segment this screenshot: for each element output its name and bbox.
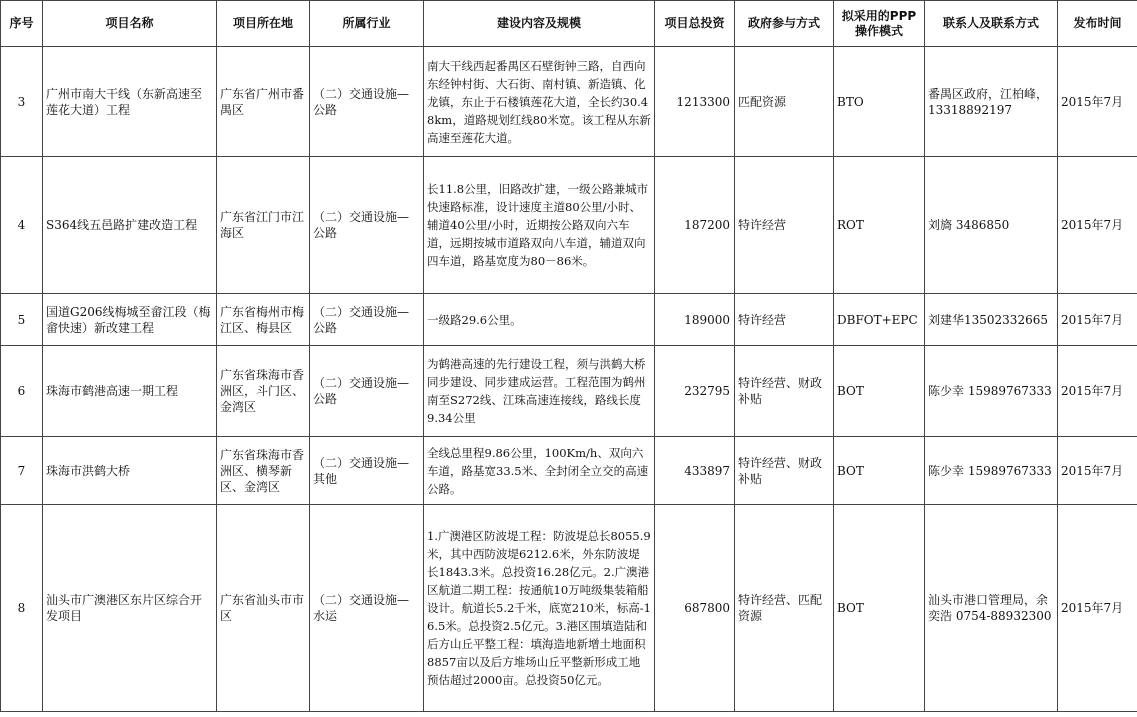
cell-location: 广东省梅州市梅江区、梅县区 [217,294,310,346]
cell-contact: 刘旖 3486850 [925,157,1058,294]
cell-date: 2015年7月 [1058,437,1137,505]
cell-gov-mode: 特许经营 [735,294,834,346]
header-seq: 序号 [1,1,43,47]
cell-date: 2015年7月 [1058,157,1137,294]
cell-gov-mode: 特许经营、匹配资源 [735,505,834,712]
cell-ppp-mode: BTO [834,47,925,157]
cell-content: 全线总里程9.86公里，100Km/h、双向六车道，路基宽33.5米、全封闭全立交的高速公路。 [424,437,655,505]
cell-location: 广东省汕头市市区 [217,505,310,712]
cell-name: 珠海市鹤港高速一期工程 [43,346,217,437]
cell-investment: 433897 [655,437,735,505]
cell-location: 广东省广州市番禺区 [217,47,310,157]
cell-name: 广州市南大干线（东新高速至莲花大道）工程 [43,47,217,157]
cell-name: S364线五邑路扩建改造工程 [43,157,217,294]
cell-ppp-mode: BOT [834,437,925,505]
cell-seq: 3 [1,47,43,157]
cell-industry: （二）交通设施—其他 [310,437,424,505]
cell-location: 广东省江门市江海区 [217,157,310,294]
cell-industry: （二）交通设施—水运 [310,505,424,712]
cell-location: 广东省珠海市香洲区、横琴新区、金湾区 [217,437,310,505]
cell-contact: 番禺区政府，江柏峰，13318892197 [925,47,1058,157]
header-gov-mode: 政府参与方式 [735,1,834,47]
cell-name: 汕头市广澳港区东片区综合开发项目 [43,505,217,712]
cell-investment: 687800 [655,505,735,712]
table-row [1,437,1137,505]
header-location: 项目所在地 [217,1,310,47]
cell-content: 1.广澳港区防波堤工程：防波堤总长8055.9米，其中西防波堤6212.6米，外东防波堤长1843.3米。总投资16.28亿元。2.广澳港区航道二期工程：按通航10万吨级集装箱船设计。航道长5.2千米，底宽210米，标高-16.5米。总投资2.5亿元。3.港区围填造陆和后方山丘平整工程：填海造地新增土地面积8857亩以及后方堆场山丘平整新形成工地预估超过2000亩。总投资50亿元。 [424,505,655,712]
cell-industry: （二）交通设施—公路 [310,47,424,157]
table-row [1,47,1137,157]
cell-industry: （二）交通设施—公路 [310,294,424,346]
cell-date: 2015年7月 [1058,346,1137,437]
cell-industry: （二）交通设施—公路 [310,157,424,294]
table-row [1,346,1137,437]
cell-seq: 8 [1,505,43,712]
cell-content: 为鹤港高速的先行建设工程，须与洪鹤大桥同步建设、同步建成运营。工程范围为鹤州南至S272线、江珠高速连接线，路线长度9.34公里 [424,346,655,437]
cell-name: 国道G206线梅城至畲江段（梅畲快速）新改建工程 [43,294,217,346]
cell-contact: 汕头市港口管理局，余奕浩 0754-88932300 [925,505,1058,712]
cell-ppp-mode: BOT [834,505,925,712]
cell-contact: 陈少幸 15989767333 [925,437,1058,505]
header-contact: 联系人及联系方式 [925,1,1058,47]
header-industry: 所属行业 [310,1,424,47]
cell-gov-mode: 匹配资源 [735,47,834,157]
cell-content: 长11.8公里，旧路改扩建，一级公路兼城市快速路标准，设计速度主道80公里/小时、辅道40公里/小时，近期按公路双向六车道，远期按城市道路双向八车道，辅道双向四车道，路基宽度为80－86米。 [424,157,655,294]
cell-investment: 232795 [655,346,735,437]
header-date: 发布时间 [1058,1,1137,47]
cell-date: 2015年7月 [1058,294,1137,346]
cell-gov-mode: 特许经营 [735,157,834,294]
cell-contact: 陈少幸 15989767333 [925,346,1058,437]
cell-date: 2015年7月 [1058,505,1137,712]
cell-contact: 刘建华13502332665 [925,294,1058,346]
table-row [1,505,1137,712]
header-row [1,1,1137,47]
cell-content: 一级路29.6公里。 [424,294,655,346]
cell-industry: （二）交通设施—公路 [310,346,424,437]
header-content: 建设内容及规模 [424,1,655,47]
header-investment: 项目总投资 [655,1,735,47]
header-ppp-mode: 拟采用的PPP操作模式 [834,1,925,47]
cell-investment: 189000 [655,294,735,346]
cell-investment: 187200 [655,157,735,294]
cell-seq: 4 [1,157,43,294]
table-row [1,157,1137,294]
cell-gov-mode: 特许经营、财政补贴 [735,437,834,505]
cell-name: 珠海市洪鹤大桥 [43,437,217,505]
cell-gov-mode: 特许经营、财政补贴 [735,346,834,437]
cell-investment: 1213300 [655,47,735,157]
cell-ppp-mode: DBFOT+EPC [834,294,925,346]
cell-seq: 5 [1,294,43,346]
cell-ppp-mode: ROT [834,157,925,294]
cell-ppp-mode: BOT [834,346,925,437]
cell-date: 2015年7月 [1058,47,1137,157]
cell-content: 南大干线西起番禺区石壁街钟三路，自西向东经钟村街、大石街、南村镇、新造镇、化龙镇，东止于石楼镇莲花大道，全长约30.48km，道路规划红线80米宽。该工程从东新高速至莲花大道。 [424,47,655,157]
cell-seq: 6 [1,346,43,437]
table-row [1,294,1137,346]
cell-seq: 7 [1,437,43,505]
cell-location: 广东省珠海市香洲区，斗门区、金湾区 [217,346,310,437]
header-name: 项目名称 [43,1,217,47]
